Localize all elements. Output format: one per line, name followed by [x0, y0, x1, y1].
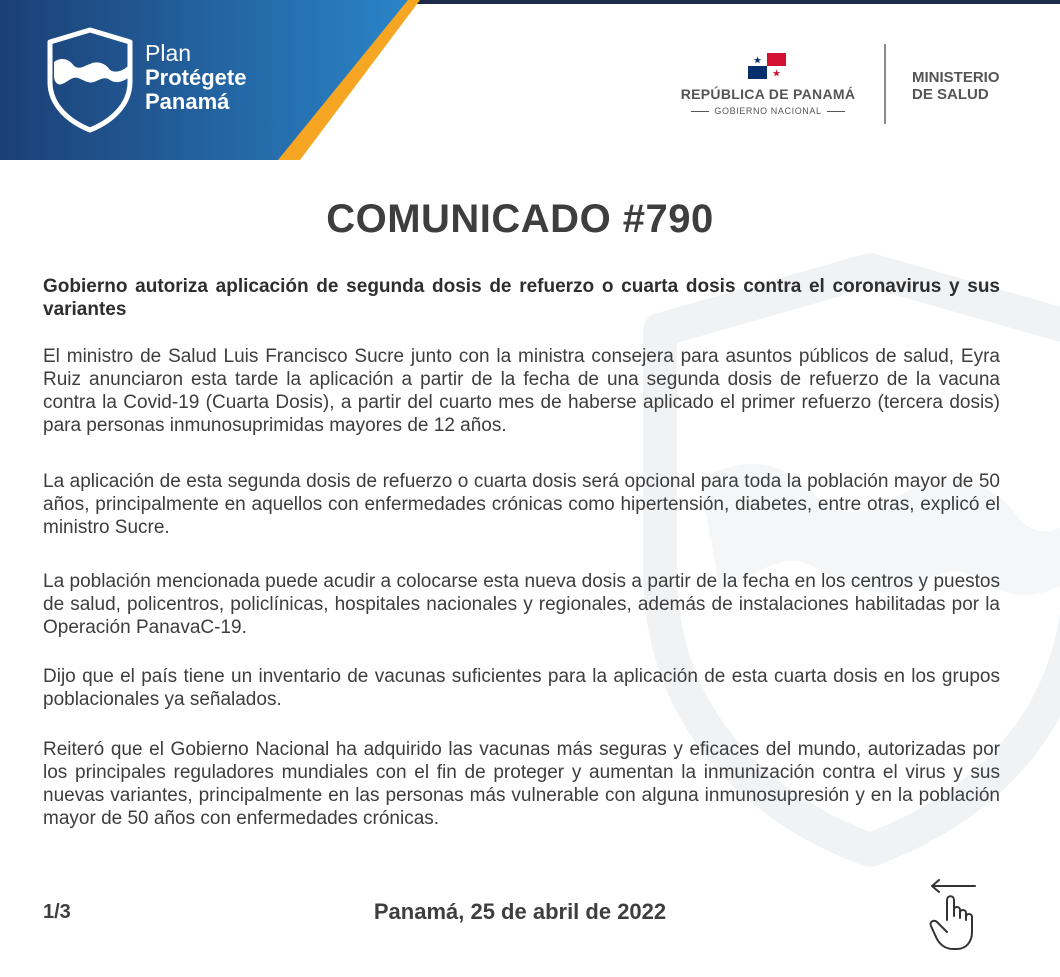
paragraph-5: Reiteró que el Gobierno Nacional ha adquirido las vacunas más seguras y eficaces del mundo, autorizadas por los principales reguladores mundiales con el fin de proteger y aumentan la inmunización contra el virus y sus nuevas variantes, principalmente en las personas más vulnerable con alguna inmunosupresión y en la población mayor de 50 años con enfermedades crónicas.	[43, 739, 1000, 829]
paragraph-3: La población mencionada puede acudir a colocarse esta nueva dosis a partir de la fecha en los centros y puestos de salud, policentros, policlínicas, hospitales nacionales y regionales, además de instalaciones habilitadas por la Operación PanavaC-19.	[43, 571, 1000, 638]
panama-flag-icon	[748, 53, 786, 79]
paragraph-1: El ministro de Salud Luis Francisco Sucre junto con la ministra consejera para asuntos públicos de salud, Eyra Ruiz anunciaron esta tarde la aplicación a partir de la fecha de una segunda dosis de refuerzo de la vacuna contra la Covid-19 (Cuarta Dosis), a partir del cuarto mes de haberse aplicado el primer refuerzo (tercera dosis) para personas inmunosuprimidas mayores de 12 años.	[43, 346, 1000, 436]
dash-right	[827, 111, 845, 112]
communique-title: COMUNICADO #790	[326, 197, 714, 241]
paragraph-2: La aplicación de esta segunda dosis de refuerzo o cuarta dosis será opcional para toda la población mayor de 50 años, principalmente en aquellos con enfermedades crónicas como hipertensión, diabetes, entre otras, explicó el ministro Sucre.	[43, 471, 1000, 538]
header-divider	[884, 44, 886, 124]
plan-label: Plan	[145, 40, 192, 66]
shield-map-icon	[44, 26, 136, 134]
communique-subtitle: Gobierno autoriza aplicación de segunda dosis de refuerzo o cuarta dosis contra el coronavirus y sus variantes	[43, 276, 1000, 320]
gobierno-nacional-label	[668, 106, 868, 116]
page-number: 1/3	[43, 901, 71, 923]
republica-label: REPÚBLICA DE PANAMÁ	[680, 86, 856, 102]
ministerio-line1: MINISTERIO	[912, 69, 1000, 86]
panama-label: Panamá	[145, 89, 230, 114]
dash-left	[691, 111, 709, 112]
swipe-hand-icon	[925, 876, 980, 954]
plan-protegete-logo-text	[145, 42, 246, 113]
protegete-label: Protégete	[145, 65, 247, 90]
ministerio-label	[912, 69, 1000, 103]
gobierno-text: GOBIERNO NACIONAL	[714, 106, 822, 116]
paragraph-4: Dijo que el país tiene un inventario de vacunas suficientes para la aplicación de esta cuarta dosis en los grupos poblacionales ya señalados.	[43, 666, 1000, 710]
ministerio-line2: DE SALUD	[912, 86, 989, 103]
dateline: Panamá, 25 de abril de 2022	[373, 899, 667, 924]
